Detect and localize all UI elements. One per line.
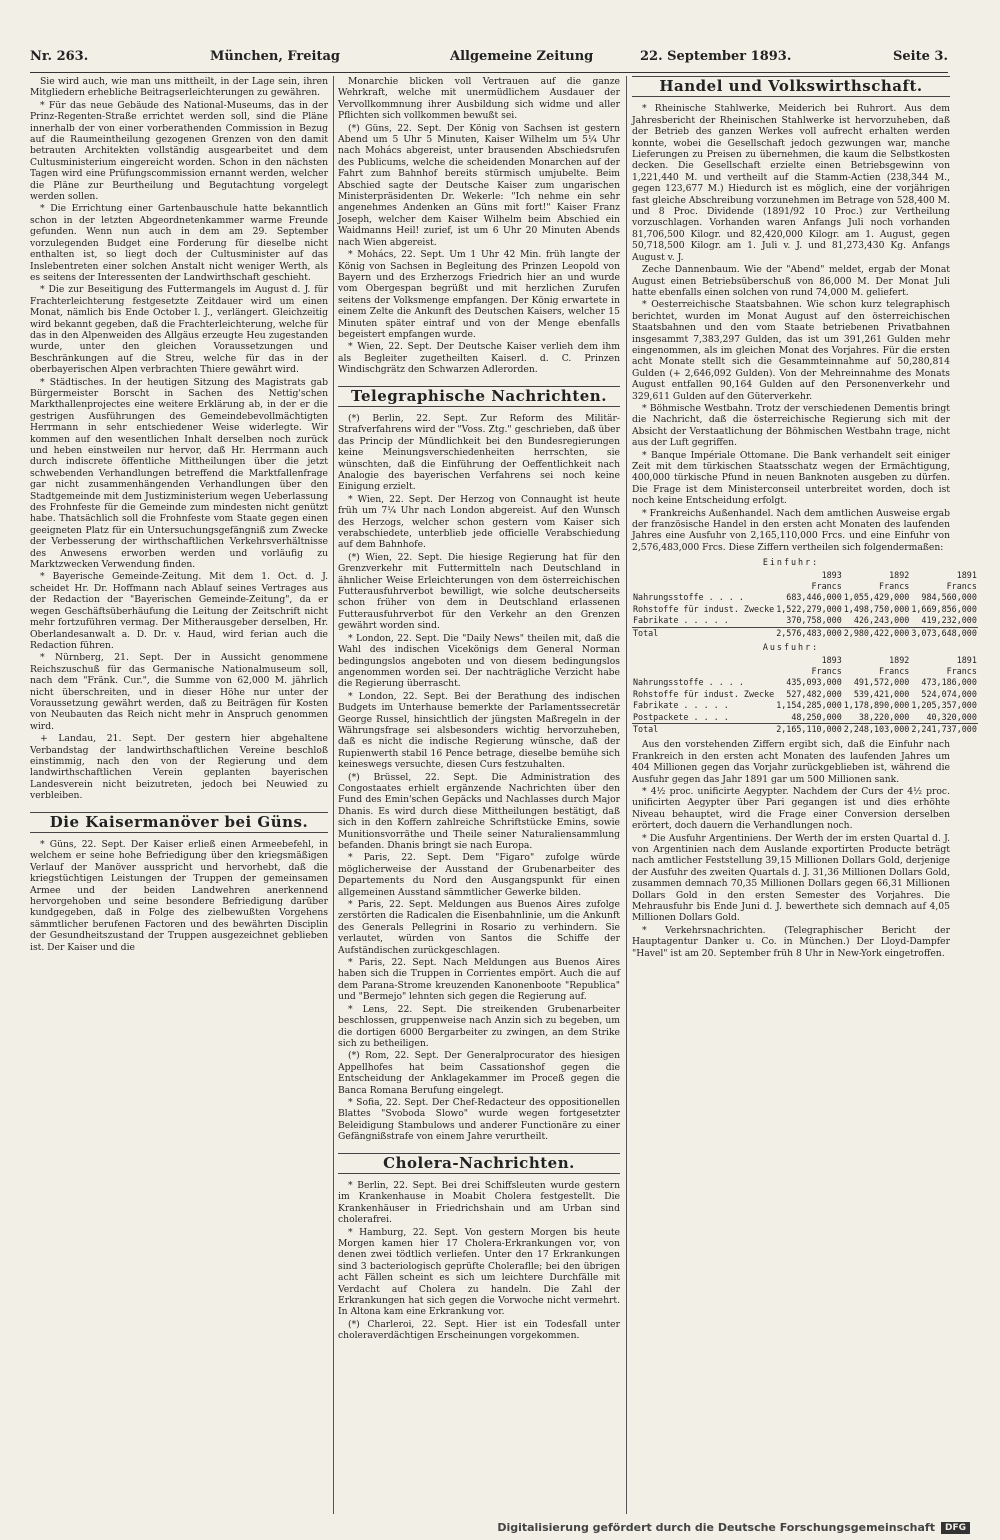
table-cell: 524,074,000	[921, 688, 977, 699]
unit-label: Francs	[946, 665, 977, 676]
article-paragraph: * Nürnberg, 21. Sept. Der in Aussicht genommene Reichszuschuß für das Germanische Nationalmuseum soll, nach dem "Fränk. Cur.", die Summe von 62,000 M. jährlich nicht überschreiten, und in dieser Höhe nur unter der Voraussetzung gewährt werden, daß zu Beiträgen für Kosten von Neubauten das Reich nicht mehr in Anspruch genommen wird.	[30, 652, 328, 732]
news-item: (*) Rom, 22. Sept. Der Generalprocurator des hiesigen Appellhofes hat beim Cassationshof gegen die Entscheidung der Anklagekammer im Proceß gegen die Banca Romana Berufung eingelegt.	[338, 1050, 620, 1096]
unit-label: Francs	[879, 581, 910, 592]
article-paragraph: * Die zur Beseitigung des Futtermangels im August d. J. für Frachterleichterung festgesetzte Zeitdauer wird um einen Monat, nämlich bis Ende October l. J., verlängert. Gleichzeitig wird bekannt gegeben, daß die Frachterleichterung, welche für das in den Alpenweiden des Allgäus erzeugte Heu zugestanden wurde, unter den gleichen Voraussetzungen und Beschränkungen auf die Streu, welche für das in der oberbayerischen Alpen verbrachten Thiere gewährt wird.	[30, 284, 328, 376]
table-cell: 3,073,648,000	[911, 627, 977, 638]
article-paragraph: + Landau, 21. Sept. Der gestern hier abgehaltene Verbandstag der landwirthschaftlichen Vereine beschloß einstimmig, nach den von der Regierung und dem landwirthschaftlichen Verein geplanten bayerischen Landesverein nicht beizutreten, jedoch bei Neuwied zu verbleiben.	[30, 733, 328, 802]
table-cell: 2,241,737,000	[911, 723, 977, 734]
dfg-logo-icon: DFG	[941, 1522, 970, 1534]
year-header: 1891	[956, 569, 977, 580]
year-header: 1892	[889, 654, 910, 665]
row-label: Rohstoffe für indust. Zwecke	[633, 603, 775, 614]
article-paragraph: * Güns, 22. Sept. Der Kaiser erließ einen Armeebefehl, in welchem er seine hohe Befriedigung über den kriegsmäßigen Verlauf der Manöver ausspricht und hervorhebt, daß die kriegstüchtigen Leistungen der Truppen der gemeinsamen Armee und der beiden Landwehren anerkennend hervorgehoben und seine besondere Befriedigung darüber kundgegeben, daß in Folge des zielbewußten Vorgehens sämmtlicher berufenen Factoren und des bewährten Disciplin der Gesundheitszustand der Truppen ausgezeichnet geblieben ist. Der Kaiser und die	[30, 839, 328, 953]
news-item: * Berlin, 22. Sept. Bei drei Schiffsleuten wurde gestern im Krankenhause in Moabit Cholera festgestellt. Die Krankenhäuser in Friedrichshain und am Urban sind cholerafrei.	[338, 1179, 620, 1226]
news-item: * Hamburg, 22. Sept. Von gestern Morgen bis heute Morgen kamen hier 17 Cholera-Erkrankungen vor, von denen zwei tödtlich verliefen. Unter den 17 Erkrankungen sind 3 bacteriologisch geprüfte Choleraflle; bei den übrigen acht Fällen scheint es sich um leichtere Durchfälle mit Verdacht auf Cholera zu handeln. Die Zahl der Erkrankungen hat sich gegen die Vorwoche nicht vermehrt. In Altona kam eine Erkrankung vor.	[338, 1226, 620, 1318]
news-item: (*) Charleroi, 22. Sept. Hier ist ein Todesfall unter choleraverdächtigen Erscheinungen vorgekommen.	[338, 1318, 620, 1342]
import-caption: Einfuhr:	[762, 557, 820, 568]
issue-number: Nr. 263.	[30, 49, 89, 64]
year-header: 1891	[956, 654, 977, 665]
table-cell: 370,758,000	[786, 615, 842, 626]
unit-label: Francs	[946, 581, 977, 592]
table-cell: 1,205,357,000	[911, 700, 977, 711]
newspaper-title: Allgemeine Zeitung	[450, 49, 594, 64]
table-cell: 426,243,000	[853, 615, 910, 626]
article-paragraph: Sie wird auch, wie man uns mittheilt, in der Lage sein, ihren Mitgliedern erhebliche Beitragserleichterungen zu gewähren.	[30, 76, 328, 99]
table-cell: 1,498,750,000	[843, 603, 910, 614]
article-paragraph: Zeche Dannenbaum. Wie der "Abend" meldet, ergab der Monat August einen Betriebsüberschuß von 86,000 M. Der Monat Juli hatte ebenfalls einen solchen von rund 74,000 M. geliefert.	[632, 264, 950, 298]
section-heading-telegraph: Telegraphische Nachrichten.	[338, 386, 620, 407]
masthead	[30, 44, 948, 73]
article-paragraph: * Oesterreichische Staatsbahnen. Wie schon kurz telegraphisch berichtet, wurden im Monat August auf den österreichischen Staatsbahnen und den vom Staate betriebenen Privatbahnen insgesammt 7,383,297 Gulden, das ist um 391,261 Gulden mehr eingenommen, als im gleichen Monat des Vorjahres. Für die ersten acht Monate stellt sich die Gesammteinnahme auf 50,280,814 Gulden (+ 2,646,092 Gulden). Von der Mehreinnahme des Monats August entfallen 90,164 Gulden auf den Personenverkehr und 329,611 Gulden auf den Güterverkehr.	[632, 299, 950, 402]
table-cell: 2,576,483,000	[776, 627, 842, 638]
table-cell: 2,980,422,000	[843, 627, 910, 638]
news-item: * Paris, 22. Sept. Dem "Figaro" zufolge würde möglicherweise der Ausstand der Grubenarbeiter des Departements du Nord den Ausgangspunkt für einen allgemeinen Ausstand sämmtlicher Gewerke bilden.	[338, 852, 620, 898]
news-item: * London, 22. Sept. Die "Daily News" theilen mit, daß die Wahl des indischen Vicekönigs dem General Norman bedingungslos angeboten und von diesem bedingungslos angenommen worden sei. Der nachträgliche Verzicht habe die Regierung überrascht.	[338, 632, 620, 690]
table-row	[632, 677, 978, 688]
row-label: Nahrungsstoffe . . . .	[633, 677, 744, 688]
table-cell: 40,320,000	[926, 711, 977, 722]
table-cell: 683,446,000	[786, 592, 842, 603]
article-paragraph: * Städtisches. In der heutigen Sitzung des Magistrats gab Bürgermeister Borscht in Sachen des Nettig'schen Markthallenprojectes eine weitere Erklärung ab, in der er die gestrigen Ausführungen des Gemeindebevollmächtigten Herrmann in sehr entschiedener Weise widerlegte. Wir kommen auf den wesentlichen Inhalt derselben noch zurück und heben einstweilen nur hervor, daß Hr. Herrmann auch durch indiscrete öffentliche Mittheilungen über die jetzt schwebenden Verhandlungen betreffend die Marktfallenfrage gar nicht zusammenhängenden Verhandlungen über den Stadtgemeinde mit dem Justizministerium wegen Ueberlassung des Frohnfeste für die Gemeinde zum mindesten nicht genützt habe. Thatsächlich soll die Frohnfeste vom Staate gegen einen geeigneten Platz für ein Untersuchungsgefängniß zum Zwecke der Verbesserung der wirthschaftlichen Verkehrsverhältnisse des Anwesens erworben werden und vorläufig zu Marktzwecken Verwendung finden.	[30, 376, 328, 571]
news-item: * Lens, 22. Sept. Die streikenden Grubenarbeiter beschlossen, gruppenweise nach Anzin sich zu begeben, um die dortigen 6000 Bergarbeiter zu zwingen, an dem Strike sich zu betheiligen.	[338, 1003, 620, 1049]
article-paragraph: * Rheinische Stahlwerke, Meiderich bei Ruhrort. Aus dem Jahresbericht der Rheinischen Stahlwerke ist hervorzuheben, daß der Betrieb des ganzen Werkes voll aufrecht erhalten werden konnte, wobei die Gesellschaft jedoch gezwungen war, manche Lieferungen zu Preisen zu übernehmen, die kaum die Selbstkosten decken. Die Gesellschaft erzielte einen Betriebsgewinn von 1,221,440 M. und vertheilt auf die Stamm-Actien (238,344 M., gegen 123,677 M.) Hiedurch ist es möglich, eine der vorjährigen fast gleiche Abschreibung vorzunehmen im Betrage von 528,400 M. und 8 Proc. Dividende (1891/92 10 Proc.) zur Vertheilung vorzuschlagen. Vorhanden waren Anfangs Juli noch vorhanden 81,706,500 Kilogr. und 82,420,000 Kilogr. am 1. August, gegen 50,718,500 Kilogr. am 1. Juli v. J. und 81,273,430 Kg. Anfangs August v. J.	[632, 103, 950, 263]
row-label: Postpackete . . . .	[633, 711, 729, 722]
column-1	[30, 76, 328, 1514]
table-row	[632, 615, 978, 627]
table-cell: 984,560,000	[921, 592, 977, 603]
article-paragraph: (*) Güns, 22. Sept. Der König von Sachsen ist gestern Abend um 5 Uhr 5 Minuten, Kaiser Wilhelm um 5¼ Uhr nach Mohács abgereist, unter brausenden Abschiedsrufen des Publicums, welche die scheidenden Monarchen auf der Fahrt zum Bahnhof bereits stürmisch umjubelte. Beim Abschied sagte der Deutsche Kaiser zum ungarischen Ministerpräsidenten Dr. Wekerle: "Ich nehme ein sehr angenehmes Andenken an Güns mit fort!" Kaiser Franz Joseph, welcher dem Kaiser Wilhelm beim Abschied ein Waidmanns Heil! zurief, ist um 6 Uhr 20 Minuten Abends nach Wien abgereist.	[338, 122, 620, 248]
article-paragraph: * Wien, 22. Sept. Der Deutsche Kaiser verlieh dem ihm als Begleiter zugetheilten Kaiserl. d. C. Prinzen Windischgrätz den Schwarzen Adlerorden.	[338, 341, 620, 376]
table-cell: 48,250,000	[791, 711, 842, 722]
news-item: (*) Wien, 22. Sept. Die hiesige Regierung hat für den Grenzverkehr mit Futtermitteln nach Deutschland in ähnlicher Weise Erleichterungen von dem österreichischen Futterausfuhrverbot bewilligt, wie solche deutscherseits schon früher von dem in Deutschland erlassenen Futterausfuhrverbot für den Verkehr an den Grenzen gewährt worden sind.	[338, 551, 620, 632]
article-paragraph: * Die Errichtung einer Gartenbauschule hatte bekanntlich schon in der letzten Abgeordnetenkammer warme Freunde gefunden. Wenn nun auch in dem am 29. September vorzulegenden Budget eine Forderung für dieselbe nicht enthalten ist, so liegt doch der Cultusminister auf das Inslebentreten einer solchen Anstalt nicht weniger Werth, als es seitens der Interessenten der Landwirthschaft geschieht.	[30, 203, 328, 283]
article-paragraph: * Böhmische Westbahn. Trotz der verschiedenen Dementis bringt die Nachricht, daß die österreichische Regierung sich mit der Absicht der Verstaatlichung der Böhmischen Westbahn trage, nicht aus der Luft gegriffen.	[632, 402, 950, 449]
news-item: * London, 22. Sept. Bei der Berathung des indischen Budgets im Unterhause bemerkte der Parlamentssecretär George Russel, hinsichtlich der jüngsten Maßregeln in der Währungsfrage sei alsbesonders wichtig hervorzuheben, daß es nicht die indische Regierung wünsche, daß der Rupienwerth stabil 16 Pence betrage, dieselbe bemühe sich keineswegs versuchte, diesen Curs festzuhalten.	[338, 690, 620, 771]
news-item: * Wien, 22. Sept. Der Herzog von Connaught ist heute früh um 7¼ Uhr nach London abgereist. Auf den Wunsch des Herzogs, welcher schon gestern vom Kaiser sich verabschiedete, unterblieb jede officielle Verabschiedung auf dem Bahnhofe.	[338, 493, 620, 551]
news-item: * Paris, 22. Sept. Nach Meldungen aus Buenos Aires haben sich die Truppen in Corrientes empört. Auch die auf dem Parana-Strome kreuzenden Kanonenboote "Republica" und "Bermejo" lehnten sich gegen die Regierung auf.	[338, 957, 620, 1003]
column-3	[632, 76, 977, 1514]
table-total-row	[632, 723, 978, 735]
section-heading-kaisermanoever: Die Kaisermanöver bei Güns.	[30, 812, 328, 833]
row-label: Nahrungsstoffe . . . .	[633, 592, 744, 603]
page-number: Seite 3.	[893, 49, 948, 64]
table-cell: 1,669,856,000	[911, 603, 977, 614]
table-total-row	[632, 627, 978, 639]
credit-text: Digitalisierung gefördert durch die Deutsche Forschungsgemeinschaft	[497, 1521, 935, 1534]
table-row	[632, 712, 978, 724]
row-label: Total	[632, 723, 775, 735]
year-header: 1893	[821, 569, 842, 580]
section-heading-cholera: Cholera-Nachrichten.	[338, 1153, 620, 1174]
place-day: München, Freitag	[210, 49, 341, 64]
article-paragraph: * Verkehrsnachrichten. (Telegraphischer Bericht der Hauptagentur Danker u. Co. in München.) Der Lloyd-Dampfer "Havel" ist am 20. September früh 8 Uhr in New-York eingetroffen.	[632, 924, 950, 959]
article-paragraph: * Für das neue Gebäude des National-Museums, das in der Prinz-Regenten-Straße errichtet werden soll, sind die Pläne innerhalb der von einer vorberathenden Commission in Bezug auf die Raumeintheilung gezogenen Grenzen von den damit betrauten Architekten vollständig ausgearbeitet und dem Cultusministerium eingereicht worden. Schon in den nächsten Tagen wird eine Prüfungscommission ernannt werden, welcher die Pläne zur Beurtheilung und Begutachtung vorgelegt werden sollen.	[30, 99, 328, 203]
year-header: 1892	[889, 569, 910, 580]
unit-label: Francs	[811, 581, 842, 592]
news-item: (*) Berlin, 22. Sept. Zur Reform des Militär-Strafverfahrens wird der "Voss. Ztg." geschrieben, daß über das Princip der Mündlichkeit bei den Bundesregierungen keine Meinungsverschiedenheiten herrschten, sie wünschten, daß die Einführung der Oeffentlichkeit nach Analogie des bayerischen Verfahrens sei noch keine Einigung erzielt.	[338, 412, 620, 493]
unit-label: Francs	[811, 665, 842, 676]
section-heading-handel: Handel und Volkswirthschaft.	[632, 76, 950, 97]
article-paragraph: * 4½ proc. unificirte Aegypter. Nachdem der Curs der 4½ proc. unificirten Aegypter über Pari gegangen ist und dies erhöhte Niveau behauptet, wird die Frage einer Conversion derselben erörtert, doch dauern die Verhandlungen noch.	[632, 785, 950, 832]
year-header: 1893	[821, 654, 842, 665]
article-paragraph: * Mohács, 22. Sept. Um 1 Uhr 42 Min. früh langte der König von Sachsen in Begleitung des Prinzen Leopold von Bayern und des Erzherzogs Friedrich hier an und wurde vom Obergespan begrüßt und mit herzlichen Zurufen seitens der Volksmenge empfangen. Der König erwartete in einem Zelte die Ankunft des Deutschen Kaisers, welcher 15 Minuten später eintraf und von der Menge ebenfalls begeistert empfangen wurde.	[338, 249, 620, 340]
digitization-credit	[497, 1521, 970, 1534]
table-cell: 435,093,000	[786, 677, 842, 688]
table-cell: 419,232,000	[921, 615, 977, 626]
table-row	[632, 604, 978, 615]
row-label: Rohstoffe für indust. Zwecke	[633, 688, 775, 699]
article-paragraph: * Banque Impériale Ottomane. Die Bank verhandelt seit einiger Zeit mit dem türkischen Staatsschatz wegen der Ermächtigung, 400,000 türkische Pfund in neuen Banknoten ausgeben zu dürfen. Die Frage ist dem Ministerconseil unterbreitet worden, doch ist noch keine Entscheidung erfolgt.	[632, 449, 950, 507]
news-item: (*) Brüssel, 22. Sept. Die Administration des Congostaates erhielt ergänzende Nachrichten über den Fund des Emin'schen Gepäcks und Nachlasses durch Major Dhanis. Es wird durch diese Mittheilungen bestätigt, daß sich in den Koffern zahlreiche Schriftstücke Emins, sowie Munitionsvorräthe und Theile seiner Naturaliensammlung befanden. Dhanis bringt sie nach Europa.	[338, 771, 620, 851]
table-cell: 2,165,110,000	[776, 723, 842, 734]
row-label: Fabrikate . . . . .	[633, 615, 729, 626]
table-cell: 1,178,890,000	[843, 700, 910, 711]
article-paragraph: * Die Ausfuhr Argentiniens. Der Werth der im ersten Quartal d. J. von Argentinien nach dem Auslande exportirten Producte beträgt nach amtlicher Feststellung 39,15 Millionen Dollars Gold, derjenige der Ausfuhr des zweiten Quartals d. J. 31,36 Millionen Dollars Gold, zusammen demnach 70,35 Millionen Dollars gegen 66,31 Millionen Dollars Gold in den ersten Semester des Vorjahres. Die Mehrausfuhr bis Ende Juni d. J. bewerthete sich demnach auf 4,05 Millionen Dollars Gold.	[632, 832, 950, 924]
table-cell: 38,220,000	[858, 711, 910, 722]
article-paragraph: * Bayerische Gemeinde-Zeitung. Mit dem 1. Oct. d. J. scheidet Hr. Dr. Hoffmann nach Ablauf seines Vertrages aus der Redaction der "Bayerischen Gemeinde-Zeitung", da er wegen Geschäftsüberhäufung die Leitung der Zeitschrift nicht mehr fortzuführen vermag. Der Mitherausgeber derselben, Hr. Oberlandesanwalt a. D. Dr. v. Haud, wird ferian auch die Redaction führen.	[30, 571, 328, 651]
unit-label: Francs	[879, 665, 910, 676]
table-cell: 539,421,000	[853, 688, 910, 699]
table-row	[632, 700, 978, 711]
column-2	[338, 76, 620, 1514]
issue-date: 22. September 1893.	[640, 49, 792, 64]
row-label: Fabrikate . . . . .	[633, 700, 729, 711]
row-label: Total	[632, 627, 775, 639]
news-item: * Paris, 22. Sept. Meldungen aus Buenos Aires zufolge zerstörten die Radicalen die Eisenbahnlinie, um die Ankunft des Generals Pellegrini in Rosario zu verhindern. Sie verlautet, würden von Santos die Schiffe der Aufständischen zurückgeschlagen.	[338, 899, 620, 956]
table-cell: 1,154,285,000	[776, 700, 842, 711]
table-cell: 1,522,279,000	[776, 603, 842, 614]
table-row	[632, 592, 978, 603]
article-paragraph: Monarchie blicken voll Vertrauen auf die ganze Wehrkraft, welche mit unermüdlichem Ausdauer der Vervollkommnung ihrer Ausbildung sich widme und aller Pflichten sich vollkommen bewußt sei.	[338, 76, 620, 122]
table-cell: 2,248,103,000	[843, 723, 910, 734]
article-paragraph: * Frankreichs Außenhandel. Nach dem amtlichen Ausweise ergab der französische Handel in den ersten acht Monaten des laufenden Jahres eine Ausfuhr von 2,165,110,000 Frcs. und eine Einfuhr von 2,576,483,000 Frcs. Diese Ziffern vertheilen sich folgendermaßen:	[632, 507, 950, 553]
table-cell: 1,055,429,000	[843, 592, 910, 603]
table-cell: 527,482,000	[786, 688, 842, 699]
table-row	[632, 689, 978, 700]
article-paragraph: Aus den vorstehenden Ziffern ergibt sich, daß die Einfuhr nach Frankreich in den ersten acht Monaten des laufenden Jahres um 404 Millionen gegen das Vorjahr zurückgeblieben ist, während die Ausfuhr gegen das Jahr 1891 gar um 500 Millionen sank.	[632, 739, 950, 785]
export-caption: Ausfuhr:	[762, 642, 820, 653]
news-item: * Sofia, 22. Sept. Der Chef-Redacteur des oppositionellen Blattes "Svoboda Slowo" wurde wegen fortgesetzter Beleidigung Stambulows und anderer Functionäre zu einer Gefängnißstrafe von einem Jahre verurtheilt.	[338, 1096, 620, 1143]
trade-statistics-table	[632, 557, 977, 735]
table-cell: 473,186,000	[921, 677, 977, 688]
table-cell: 491,572,000	[853, 677, 910, 688]
